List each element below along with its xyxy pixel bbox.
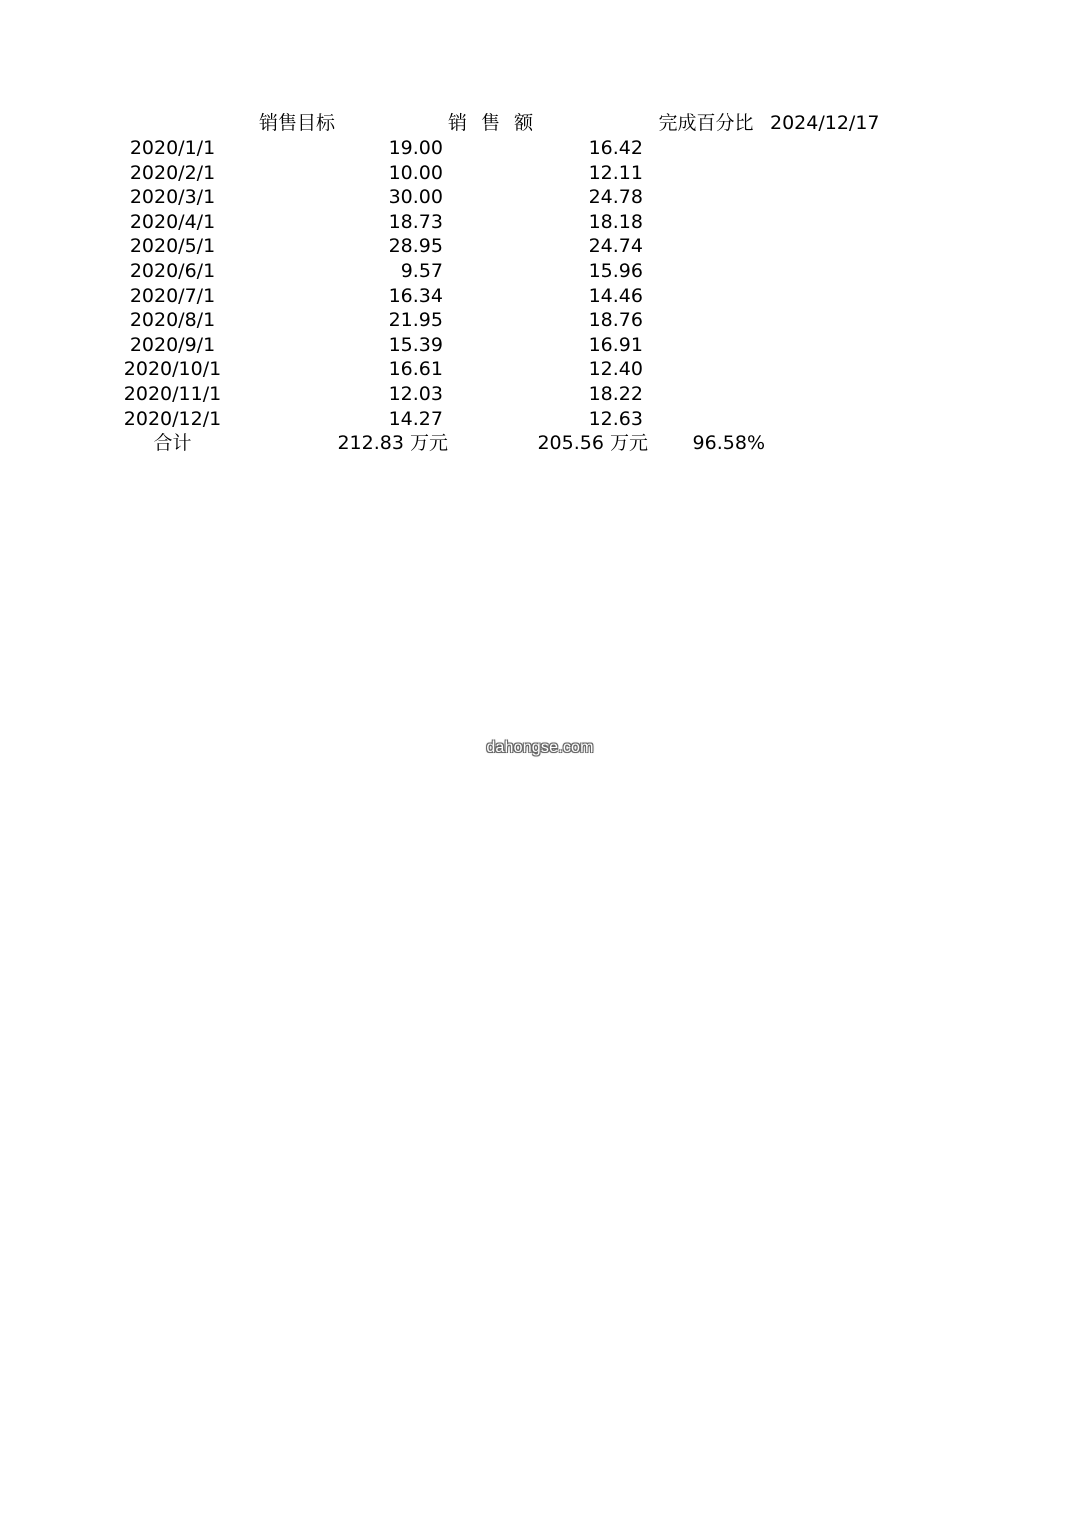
row-sales: 12.40 bbox=[588, 358, 643, 381]
row-target: 16.61 bbox=[388, 358, 443, 381]
row-target: 16.34 bbox=[388, 284, 443, 307]
row-date: 2020/5/1 bbox=[129, 235, 216, 258]
row-date: 2020/4/1 bbox=[129, 210, 216, 233]
total-label: 合计 bbox=[153, 432, 192, 454]
row-sales: 16.42 bbox=[588, 137, 643, 159]
header-row bbox=[0, 111, 1080, 136]
row-date: 2020/6/1 bbox=[129, 259, 216, 282]
row-target: 15.39 bbox=[388, 333, 443, 356]
row-target: 9.57 bbox=[400, 259, 443, 282]
row-sales: 18.76 bbox=[588, 309, 643, 332]
row-date: 2020/3/1 bbox=[129, 186, 216, 209]
data-rows bbox=[0, 136, 1080, 431]
row-sales: 12.63 bbox=[588, 407, 643, 430]
row-sales: 18.22 bbox=[588, 382, 643, 405]
row-date: 2020/2/1 bbox=[129, 161, 216, 184]
header-completion-percent: 完成百分比 bbox=[658, 112, 754, 134]
table-row bbox=[0, 333, 1080, 358]
row-date: 2020/12/1 bbox=[123, 407, 222, 430]
total-completion-percent: 96.58% bbox=[692, 432, 765, 454]
table-row bbox=[0, 382, 1080, 407]
table-row bbox=[0, 308, 1080, 333]
table-row bbox=[0, 259, 1080, 284]
table-row bbox=[0, 185, 1080, 210]
row-target: 12.03 bbox=[388, 382, 443, 405]
row-target: 30.00 bbox=[388, 186, 443, 209]
row-date: 2020/7/1 bbox=[129, 284, 216, 307]
row-sales: 16.91 bbox=[588, 333, 643, 356]
header-report-date: 2024/12/17 bbox=[770, 112, 880, 134]
total-sales: 205.56 万元 bbox=[537, 432, 648, 454]
row-target: 28.95 bbox=[388, 235, 443, 258]
row-date: 2020/8/1 bbox=[129, 309, 216, 332]
row-target: 19.00 bbox=[388, 137, 443, 159]
row-date: 2020/11/1 bbox=[123, 382, 222, 405]
header-sales-amount: 销 售 额 bbox=[448, 112, 538, 134]
row-sales: 24.74 bbox=[588, 235, 643, 258]
row-sales: 12.11 bbox=[588, 161, 643, 184]
row-date: 2020/10/1 bbox=[123, 358, 222, 381]
row-target: 10.00 bbox=[388, 161, 443, 184]
row-target: 14.27 bbox=[388, 407, 443, 430]
total-row bbox=[0, 431, 1080, 456]
table-row bbox=[0, 136, 1080, 161]
row-sales: 18.18 bbox=[588, 210, 643, 233]
table-row bbox=[0, 407, 1080, 432]
table-row bbox=[0, 357, 1080, 382]
total-target: 212.83 万元 bbox=[337, 432, 448, 454]
table-row bbox=[0, 161, 1080, 186]
table-row bbox=[0, 210, 1080, 235]
row-date: 2020/1/1 bbox=[129, 137, 216, 159]
row-sales: 14.46 bbox=[588, 284, 643, 307]
table-row bbox=[0, 284, 1080, 309]
row-sales: 24.78 bbox=[588, 186, 643, 209]
row-sales: 15.96 bbox=[588, 259, 643, 282]
row-date: 2020/9/1 bbox=[129, 333, 216, 356]
table-row bbox=[0, 234, 1080, 259]
watermark: dahongse.com bbox=[486, 739, 594, 756]
header-sales-target: 销售目标 bbox=[258, 112, 335, 134]
row-target: 18.73 bbox=[388, 210, 443, 233]
row-target: 21.95 bbox=[388, 309, 443, 332]
